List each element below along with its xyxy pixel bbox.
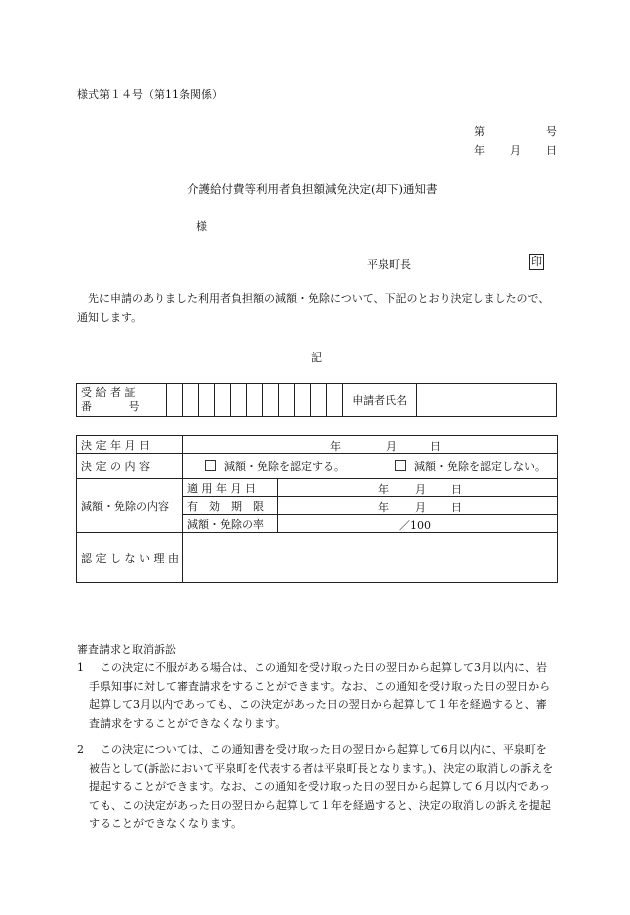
reduction-content-label: 減額・免除の内容: [77, 479, 183, 533]
validity-label: 有 効 期 限: [183, 497, 278, 515]
decision-content-options: [183, 454, 558, 479]
applicant-name-label: 申請者氏名: [342, 384, 417, 417]
digit-cell[interactable]: [231, 384, 247, 417]
rate-denominator: ／100: [399, 519, 431, 532]
seal-stamp: 印: [531, 255, 542, 268]
digit-cell[interactable]: [326, 384, 342, 417]
document-title: 介護給付費等利用者負担額減免決定(却下)通知書: [187, 182, 438, 196]
doc-number-prefix: 第: [474, 125, 485, 138]
appeal-item-number: 2: [77, 743, 84, 756]
apply-date-value[interactable]: [278, 479, 558, 497]
recipient-label-line2: 番 号: [81, 400, 140, 413]
decision-date-label: 決 定 年 月 日: [77, 436, 183, 454]
apply-month: 月: [415, 483, 426, 496]
appeal-item-1: [77, 659, 557, 733]
recipient-number-label: [77, 384, 167, 417]
ki-heading: 記: [311, 351, 322, 364]
reject-option-label: 減額・免除を認定しない。: [414, 460, 546, 473]
reason-label: 認 定 し な い 理 由: [77, 533, 183, 583]
reject-option[interactable]: [395, 460, 546, 473]
appeal-heading: 審査請求と取消訴訟: [77, 643, 176, 656]
approve-checkbox[interactable]: [205, 460, 216, 471]
validity-value[interactable]: [278, 497, 558, 515]
reason-field[interactable]: [183, 533, 558, 583]
issuer-name: 平泉町長: [367, 258, 411, 271]
form-number: 様式第１４号（第11条関係）: [77, 88, 223, 101]
doc-number-suffix: 号: [546, 125, 557, 138]
appeal-item-text: この決定については、この通知書を受け取った日の翌日から起算して6月以内に、平泉町を被告として(訴訟において平泉町を代表する者は平泉町長となります。)、決定の取消しの訴えを提起することができます。なお、この通知を受け取った日の翌日から起算して６月以内であっても、この決定があった日の翌日から起算して１年を経過すると、決定の取消しの訴えを提起することができなくなります。: [89, 743, 554, 830]
decision-content-label: 決 定 の 内 容: [77, 454, 183, 479]
approve-option-label: 減額・免除を認定する。: [224, 460, 345, 473]
rate-label: 減額・免除の率: [183, 515, 278, 533]
decision-day: 日: [430, 440, 441, 453]
appeal-item-number: 1: [77, 661, 84, 674]
digit-cell[interactable]: [183, 384, 199, 417]
recipient-label-line1: 受 給 者 証: [81, 386, 136, 399]
seal-mark: [529, 254, 544, 270]
digit-cell[interactable]: [263, 384, 279, 417]
digit-cell[interactable]: [279, 384, 295, 417]
addressee-suffix: 様: [196, 220, 207, 233]
apply-year: 年: [378, 483, 389, 496]
recipient-table: [76, 383, 557, 417]
decision-table: [76, 435, 558, 583]
date-month: 月: [510, 144, 521, 157]
date-year: 年: [474, 144, 485, 157]
decision-month: 月: [386, 440, 397, 453]
appeal-item-text: この決定に不服がある場合は、この通知を受け取った日の翌日から起算して3月以内に、岩手県知事に対して審査請求をすることができます。なお、この通知を受け取った日の翌日から起算して3月以内であっても、この決定があった日の翌日から起算して１年を経過すると、審査請求をすることができなくなります。: [89, 661, 551, 730]
digit-cell[interactable]: [199, 384, 215, 417]
appeal-item-2: [77, 741, 557, 834]
apply-date-label: 適 用 年 月 日: [183, 479, 278, 497]
intro-paragraph: 先に申請のありました利用者負担額の減額・免除について、下記のとおり決定しましたので、通知します。: [77, 292, 550, 324]
digit-cell[interactable]: [215, 384, 231, 417]
validity-month: 月: [415, 501, 426, 514]
date-day: 日: [546, 144, 557, 157]
rate-value[interactable]: [278, 515, 558, 533]
reject-checkbox[interactable]: [395, 460, 406, 471]
digit-cell[interactable]: [295, 384, 311, 417]
validity-day: 日: [451, 501, 462, 514]
approve-option[interactable]: [205, 460, 345, 473]
digit-cell[interactable]: [167, 384, 183, 417]
digit-cell[interactable]: [311, 384, 327, 417]
decision-year: 年: [330, 440, 341, 453]
apply-day: 日: [451, 483, 462, 496]
decision-date-value[interactable]: [183, 436, 558, 454]
digit-cell[interactable]: [247, 384, 263, 417]
applicant-name-field[interactable]: [417, 384, 557, 417]
validity-year: 年: [378, 501, 389, 514]
